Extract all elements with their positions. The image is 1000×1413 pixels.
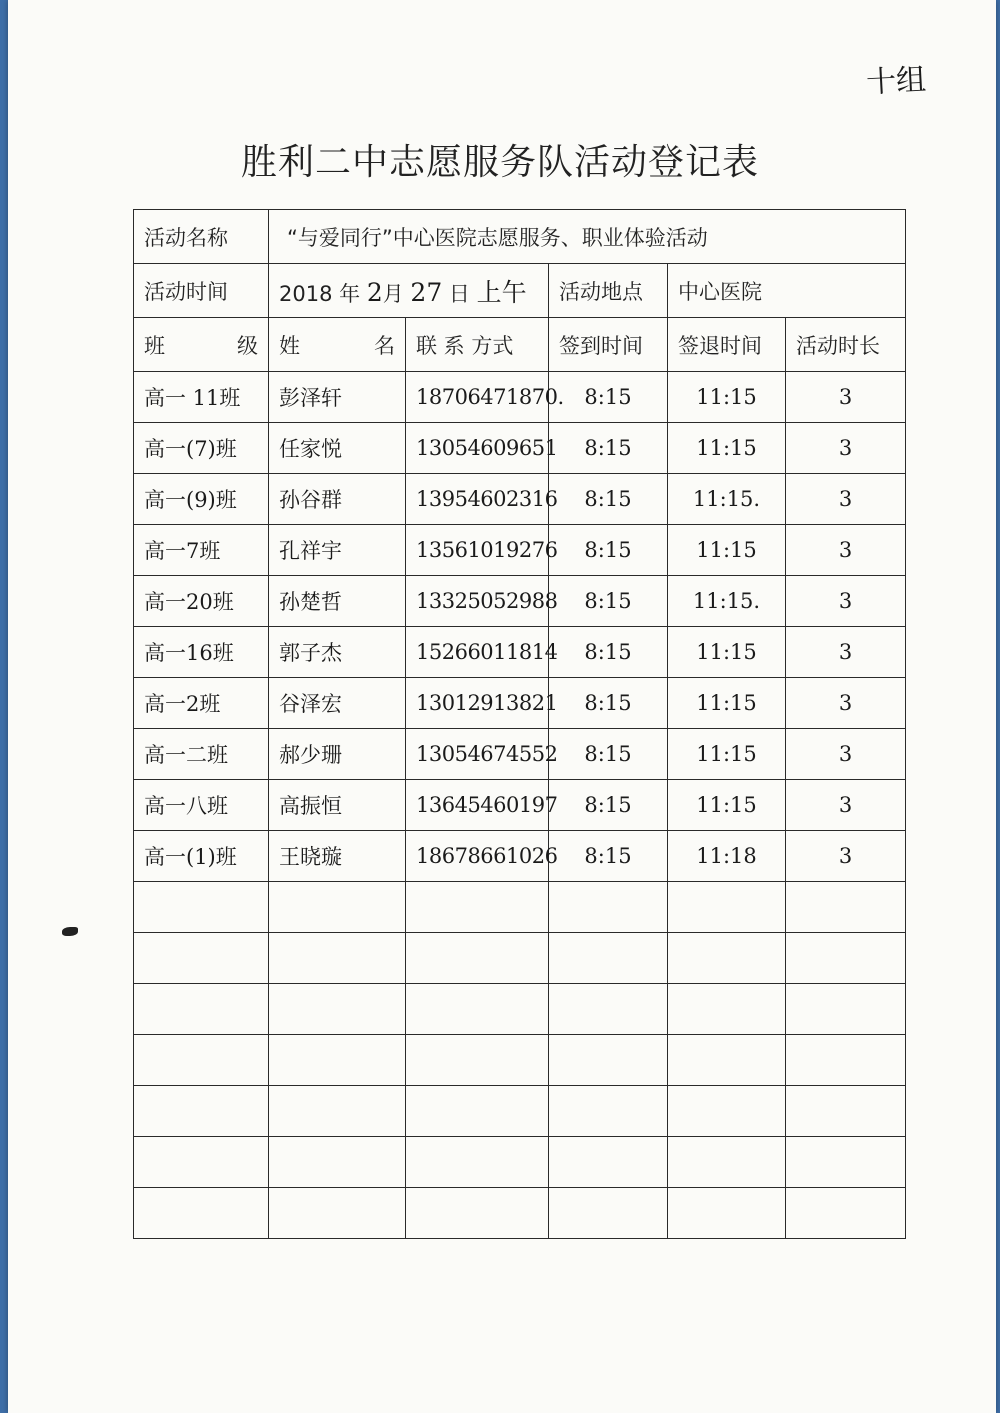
blank-cell (786, 1188, 906, 1239)
cell-phone: 15266011814 (406, 627, 549, 678)
col-signin-header: 签到时间 (549, 318, 668, 372)
cell-name: 王晓璇 (269, 831, 406, 882)
cell-hours: 3 (786, 627, 906, 678)
blank-cell (134, 1086, 269, 1137)
blank-row (134, 1188, 906, 1239)
col-duration-header: 活动时长 (786, 318, 906, 372)
cell-sign-in: 8:15 (549, 729, 668, 780)
blank-cell (406, 882, 549, 933)
blank-cell (134, 1035, 269, 1086)
cell-sign-in: 8:15 (549, 372, 668, 423)
cell-class: 高一 11班 (134, 372, 269, 423)
blank-cell (549, 882, 668, 933)
blank-cell (668, 984, 786, 1035)
blank-cell (786, 1035, 906, 1086)
cell-name: 孔祥宇 (269, 525, 406, 576)
cell-hours: 3 (786, 372, 906, 423)
cell-sign-out: 11:15 (668, 372, 786, 423)
blank-cell (549, 1086, 668, 1137)
cell-phone: 13561019276 (406, 525, 549, 576)
blank-cell (406, 1188, 549, 1239)
cell-name: 彭泽轩 (269, 372, 406, 423)
location-value: 中心医院 (668, 264, 906, 318)
blank-cell (406, 1137, 549, 1188)
table-row (134, 780, 906, 831)
blank-cell (668, 1086, 786, 1137)
cell-sign-in: 8:15 (549, 678, 668, 729)
cell-hours: 3 (786, 576, 906, 627)
date-month: 2 (366, 277, 383, 307)
cell-name: 郭子杰 (269, 627, 406, 678)
cell-sign-out: 11:15 (668, 780, 786, 831)
blank-cell (786, 984, 906, 1035)
cell-sign-in: 8:15 (549, 576, 668, 627)
location-label: 活动地点 (549, 264, 668, 318)
cell-class: 高一八班 (134, 780, 269, 831)
cell-sign-in: 8:15 (549, 474, 668, 525)
table-row (134, 474, 906, 525)
cell-hours: 3 (786, 423, 906, 474)
date-month-unit: 月 (382, 281, 404, 306)
date-year: 2018 (279, 281, 333, 306)
cell-sign-out: 11:15. (668, 576, 786, 627)
blank-cell (134, 882, 269, 933)
blank-cell (406, 933, 549, 984)
blank-cell (668, 1137, 786, 1188)
col-signout-header: 签退时间 (668, 318, 786, 372)
activity-name-value: “与爱同行”中心医院志愿服务、职业体验活动 (269, 210, 906, 264)
table-row (134, 525, 906, 576)
activity-name-label: 活动名称 (134, 210, 269, 264)
cell-hours: 3 (786, 474, 906, 525)
cell-class: 高一20班 (134, 576, 269, 627)
cell-sign-in: 8:15 (549, 423, 668, 474)
cell-hours: 3 (786, 525, 906, 576)
col-class-b: 级 (237, 333, 258, 358)
blank-cell (668, 882, 786, 933)
cell-sign-in: 8:15 (549, 831, 668, 882)
cell-phone: 13054609651 (406, 423, 549, 474)
date-day: 27 (410, 277, 443, 307)
blank-cell (549, 1035, 668, 1086)
blank-cell (134, 1188, 269, 1239)
cell-hours: 3 (786, 678, 906, 729)
cell-class: 高一16班 (134, 627, 269, 678)
blank-cell (269, 882, 406, 933)
blank-cell (406, 984, 549, 1035)
cell-sign-out: 11:15 (668, 423, 786, 474)
cell-phone: 13645460197 (406, 780, 549, 831)
cell-name: 孙楚哲 (269, 576, 406, 627)
cell-class: 高一(1)班 (134, 831, 269, 882)
col-name-header (269, 318, 406, 372)
table-row (134, 678, 906, 729)
blank-cell (786, 1086, 906, 1137)
activity-time-label: 活动时间 (134, 264, 269, 318)
blank-cell (134, 984, 269, 1035)
blank-cell (786, 1137, 906, 1188)
cell-name: 任家悦 (269, 423, 406, 474)
blank-cell (269, 1086, 406, 1137)
table-row (134, 831, 906, 882)
table-row (134, 372, 906, 423)
cell-sign-out: 11:15 (668, 627, 786, 678)
cell-sign-in: 8:15 (549, 525, 668, 576)
col-name-a: 姓 (279, 333, 300, 358)
cell-class: 高一7班 (134, 525, 269, 576)
group-note: 十组 (865, 62, 928, 101)
cell-phone: 18706471870. (406, 372, 549, 423)
cell-sign-out: 11:15 (668, 525, 786, 576)
table-row (134, 576, 906, 627)
blank-row (134, 984, 906, 1035)
cell-name: 谷泽宏 (269, 678, 406, 729)
blank-cell (134, 933, 269, 984)
cell-class: 高一(9)班 (134, 474, 269, 525)
blank-cell (269, 984, 406, 1035)
blank-cell (406, 1035, 549, 1086)
activity-name-row (134, 210, 906, 264)
registration-table (133, 209, 906, 1239)
table-row (134, 423, 906, 474)
date-period: 上午 (476, 277, 527, 307)
column-header-row (134, 318, 906, 372)
cell-phone: 13012913821 (406, 678, 549, 729)
blank-cell (549, 984, 668, 1035)
blank-cell (668, 933, 786, 984)
cell-class: 高一二班 (134, 729, 269, 780)
col-name-b: 名 (374, 333, 395, 358)
blank-cell (549, 1188, 668, 1239)
cell-sign-out: 11:15. (668, 474, 786, 525)
page-title: 胜利二中志愿服务队活动登记表 (240, 142, 759, 183)
cell-name: 高振恒 (269, 780, 406, 831)
cell-phone: 13054674552 (406, 729, 549, 780)
blank-cell (269, 933, 406, 984)
blank-row (134, 933, 906, 984)
blank-row (134, 1035, 906, 1086)
cell-sign-out: 11:15 (668, 729, 786, 780)
blank-row (134, 1137, 906, 1188)
activity-time-row (134, 264, 906, 318)
cell-class: 高一(7)班 (134, 423, 269, 474)
date-year-unit: 年 (339, 281, 361, 306)
blank-cell (269, 1137, 406, 1188)
blank-row (134, 1086, 906, 1137)
table-row (134, 627, 906, 678)
blank-cell (786, 882, 906, 933)
cell-sign-in: 8:15 (549, 627, 668, 678)
table-row (134, 729, 906, 780)
stray-mark (62, 927, 78, 936)
cell-hours: 3 (786, 831, 906, 882)
cell-sign-in: 8:15 (549, 780, 668, 831)
blank-cell (668, 1035, 786, 1086)
cell-sign-out: 11:15 (668, 678, 786, 729)
cell-phone: 13325052988 (406, 576, 549, 627)
blank-cell (406, 1086, 549, 1137)
blank-cell (786, 933, 906, 984)
cell-name: 孙谷群 (269, 474, 406, 525)
blank-cell (134, 1137, 269, 1188)
col-contact-header: 联 系 方式 (406, 318, 549, 372)
cell-name: 郝少珊 (269, 729, 406, 780)
cell-hours: 3 (786, 780, 906, 831)
date-day-unit: 日 (448, 281, 470, 306)
blank-cell (269, 1188, 406, 1239)
blank-cell (549, 933, 668, 984)
activity-time-value (269, 264, 549, 318)
blank-row (134, 882, 906, 933)
cell-sign-out: 11:18 (668, 831, 786, 882)
col-class-a: 班 (144, 333, 165, 358)
blank-cell (549, 1137, 668, 1188)
cell-phone: 13954602316 (406, 474, 549, 525)
col-class-header (134, 318, 269, 372)
cell-phone: 18678661026 (406, 831, 549, 882)
blank-cell (668, 1188, 786, 1239)
cell-hours: 3 (786, 729, 906, 780)
blank-cell (269, 1035, 406, 1086)
cell-class: 高一2班 (134, 678, 269, 729)
